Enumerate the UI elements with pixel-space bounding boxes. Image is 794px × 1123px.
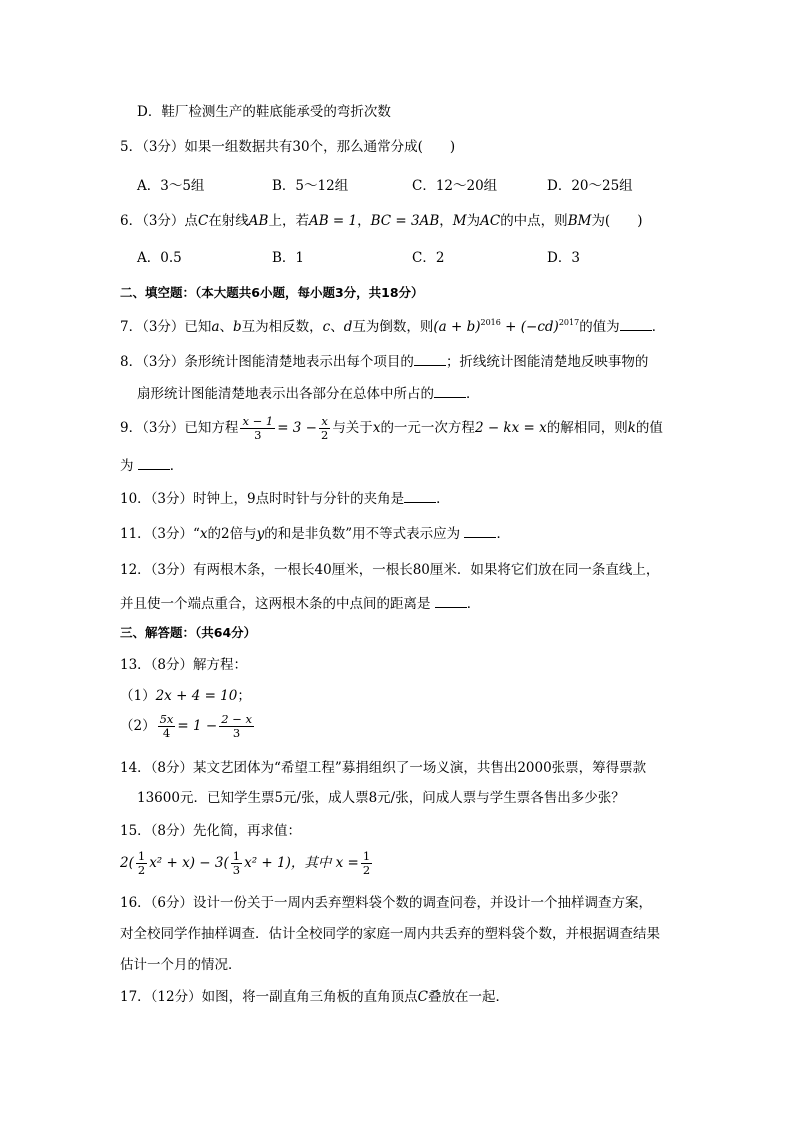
q12-line-2: 并且使一个端点重合，这两根木条的中点间的距离是 ． (120, 596, 481, 612)
answer-blank (464, 525, 496, 538)
q13-part-2: （2） $\frac{5x}{4}$ = 1 − $\frac{2 - x}{3}$ (120, 712, 252, 740)
q6-option-d: D．3 (547, 250, 580, 266)
q17-stem: 17．（12分）如图，将一副直角三角板的直角顶点C叠放在一起． (120, 989, 509, 1005)
q7-stem: 7．（3分）已知a、b互为相反数，c、d互为倒数，则$(a + b)^{2016} + (-cd)^{2017}$的值为 ． (120, 318, 666, 335)
fraction: $\frac{2 - x}{3}$ (221, 712, 252, 740)
q5-stem: 5．（3分）如果一组数据共有30个，那么通常分成( ) (120, 139, 456, 155)
q5-option-b: B．5～12组 (272, 178, 349, 194)
fraction: $\frac{x - 1}{3}$ (242, 414, 274, 442)
q13-part-1: （1）2x + 4 = 10； (120, 688, 251, 704)
q6-stem: 6．（3分）点C在射线AB上，若AB = 1，BC = 3AB，M为AC的中点，则BM为( ) (120, 213, 643, 229)
q16-line-2: 对全校同学作抽样调查．估计全校同学的家庭一周内共丢弃的塑料袋个数，并根据调查结果 (120, 926, 660, 942)
fraction: $\frac{1}{3}$ (232, 849, 241, 877)
q14-line-1: 14．（8分）某文艺团体为“希望工程”募捐组织了一场义演，共售出2000张票，筹得票款 (120, 760, 647, 776)
q4-option-d: D．鞋厂检测生产的鞋底能承受的弯折次数 (137, 104, 391, 120)
q13-stem: 13．（8分）解方程： (120, 657, 248, 673)
answer-blank (434, 385, 466, 398)
section-heading-solve: 三、解答题：（共64分） (120, 625, 257, 640)
q8-line-1: 8．（3分）条形统计图能清楚地表示出每个项目的 ；折线统计图能清楚地反映事物的 (120, 354, 649, 370)
q9-stem: 9．（3分）已知方程 $\frac{x - 1}{3}$ = 3 − $\frac{x}{2}$ 与关于x的一元一次方程2 − kx = x的解相同，则k的值 (120, 414, 663, 442)
q16-line-1: 16．（6分）设计一份关于一周内丢弃塑料袋个数的调查问卷，并设计一个抽样调查方案， (120, 895, 653, 911)
q6-option-c: C．2 (412, 250, 445, 266)
answer-blank (404, 490, 436, 503)
q6-option-a: A．0.5 (137, 250, 182, 266)
q8-line-2: 扇形统计图能清楚地表示出各部分在总体中所占的 ． (137, 386, 480, 402)
answer-blank (414, 353, 446, 366)
q9-line-2: 为 ． (120, 458, 184, 474)
fraction: $\frac{5x}{4}$ (159, 712, 174, 740)
q15-expression: 2( $\frac{1}{2}$ x² + x) − 3( $\frac{1}{3}$ x² + 1)，其中 x = $\frac{1}{2}$ (120, 849, 371, 877)
section-heading-fill-in: 二、填空题：（本大题共6小题，每小题3分，共18分） (120, 285, 424, 300)
q16-line-3: 估计一个月的情况． (120, 957, 242, 973)
answer-blank (620, 318, 652, 331)
fraction: $\frac{x}{2}$ (320, 414, 329, 442)
q11-stem: 11．（3分）“x的2倍与y的和是非负数”用不等式表示应为 ． (120, 526, 510, 542)
answer-blank (435, 595, 467, 608)
q15-stem: 15．（8分）先化简，再求值： (120, 823, 302, 839)
q5-option-a: A．3～5组 (137, 178, 205, 194)
q12-line-1: 12．（3分）有两根木条，一根长40厘米，一根长80厘米．如果将它们放在同一条直线上， (120, 562, 660, 578)
q5-option-d: D．20～25组 (547, 178, 633, 194)
q14-line-2: 13600元．已知学生票5元/张，成人票8元/张，问成人票与学生票各售出多少张？ (137, 790, 625, 806)
q6-option-b: B．1 (272, 250, 305, 266)
q10-stem: 10．（3分）时钟上，9点时时针与分针的夹角是 ． (120, 491, 450, 507)
q5-option-c: C．12～20组 (412, 178, 498, 194)
fraction: $\frac{1}{2}$ (362, 849, 371, 877)
answer-blank (138, 457, 170, 470)
fraction: $\frac{1}{2}$ (137, 849, 146, 877)
